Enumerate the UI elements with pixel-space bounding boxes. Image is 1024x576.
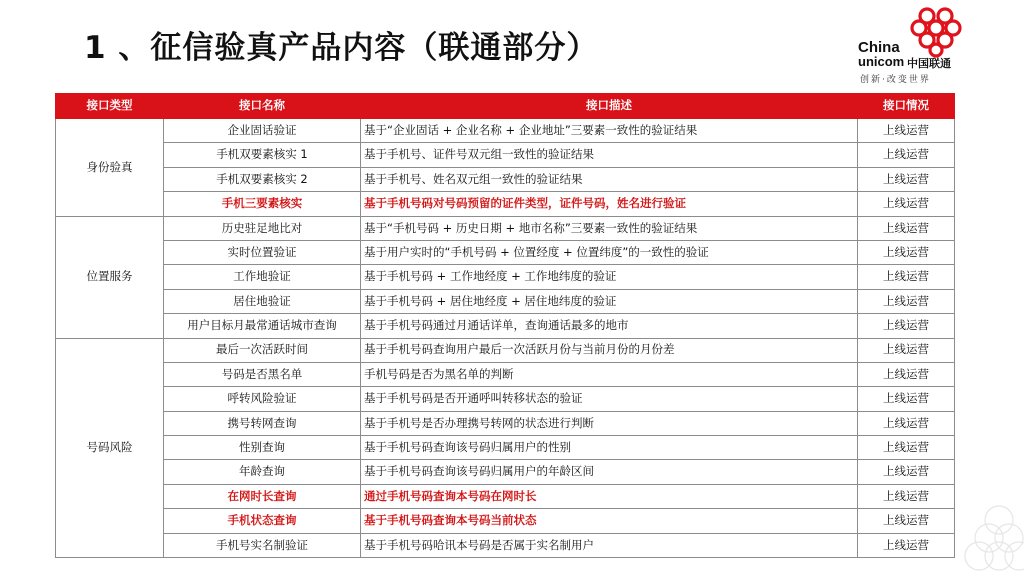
interface-name: 性别查询 [164,436,361,460]
interface-status: 上线运营 [858,240,955,264]
interface-desc: 基于手机号码是否开通呼叫转移状态的验证 [361,387,858,411]
logo-slogan: 创新·改变世界 [860,75,931,85]
table-row [56,338,955,362]
interface-status: 上线运营 [858,387,955,411]
interface-status: 上线运营 [858,119,955,143]
interface-name: 历史驻足地比对 [164,216,361,240]
interface-desc: 基于手机号、姓名双元组一致性的验证结果 [361,167,858,191]
table-row-highlighted [56,192,955,216]
header-interface-name: 接口名称 [164,94,361,119]
interface-status: 上线运营 [858,509,955,533]
interface-name: 手机三要素核实 [164,192,361,216]
table-row [56,533,955,557]
interface-desc: 手机号码是否为黑名单的判断 [361,362,858,386]
table-row [56,265,955,289]
interface-name: 居住地验证 [164,289,361,313]
header-interface-desc: 接口描述 [361,94,858,119]
interface-desc: 基于手机号码哈讯本号码是否属于实名制用户 [361,533,858,557]
interface-name: 实时位置验证 [164,240,361,264]
interface-desc: 基于手机号码 + 居住地经度 + 居住地纬度的验证 [361,289,858,313]
interface-status: 上线运营 [858,289,955,313]
table-row [56,167,955,191]
interface-status: 上线运营 [858,484,955,508]
china-unicom-logo [850,6,968,86]
interface-desc: 基于“手机号码 + 历史日期 + 地市名称”三要素一致性的验证结果 [361,216,858,240]
interface-status: 上线运营 [858,460,955,484]
interface-name: 最后一次活跃时间 [164,338,361,362]
table-row [56,216,955,240]
interface-name: 年龄查询 [164,460,361,484]
interface-desc: 基于手机号是否办理携号转网的状态进行判断 [361,411,858,435]
interface-status: 上线运营 [858,143,955,167]
interface-desc: 基于手机号码通过月通话详单，查询通话最多的地市 [361,314,858,338]
interface-name: 手机双要素核实 1 [164,143,361,167]
interface-name: 号码是否黑名单 [164,362,361,386]
interface-name: 企业固话验证 [164,119,361,143]
group-type-cell: 位置服务 [56,216,164,338]
table-row [56,119,955,143]
table-row [56,314,955,338]
interface-desc: 基于手机号码对号码预留的证件类型，证件号码，姓名进行验证 [361,192,858,216]
table-row [56,387,955,411]
interface-status: 上线运营 [858,216,955,240]
header-interface-type: 接口类型 [56,94,164,119]
interface-status: 上线运营 [858,314,955,338]
table-row [56,289,955,313]
group-type-cell: 身份验真 [56,119,164,217]
interface-name: 在网时长查询 [164,484,361,508]
table-row [56,436,955,460]
interface-desc: 基于手机号、证件号双元组一致性的验证结果 [361,143,858,167]
interface-status: 上线运营 [858,533,955,557]
table-row [56,240,955,264]
interface-desc: 基于手机号码查询用户最后一次活跃月份与当前月份的月份差 [361,338,858,362]
table-row [56,362,955,386]
table-row [56,143,955,167]
interface-name: 手机号实名制验证 [164,533,361,557]
interface-desc: 基于手机号码 + 工作地经度 + 工作地纬度的验证 [361,265,858,289]
interface-status: 上线运营 [858,338,955,362]
interface-name: 手机双要素核实 2 [164,167,361,191]
logo-en-line1: China [858,39,900,56]
interface-name: 手机状态查询 [164,509,361,533]
logo-cn-name: 中国联通 [907,57,951,70]
interface-desc: 基于用户实时的“手机号码 + 位置经度 + 位置纬度”的一致性的验证 [361,240,858,264]
interface-desc: 基于手机号码查询本号码当前状态 [361,509,858,533]
interface-status: 上线运营 [858,436,955,460]
interface-name: 用户目标月最常通话城市查询 [164,314,361,338]
interface-desc: 基于“企业固话 + 企业名称 + 企业地址”三要素一致性的验证结果 [361,119,858,143]
group-type-cell: 号码风险 [56,338,164,558]
table-row [56,460,955,484]
interface-desc: 通过手机号码查询本号码在网时长 [361,484,858,508]
table-row-highlighted [56,509,955,533]
page-title: 1 、征信验真产品内容（联通部分） [84,30,599,66]
corner-decoration-pattern [904,466,1024,576]
interface-name: 呼转风险验证 [164,387,361,411]
interface-name: 工作地验证 [164,265,361,289]
interface-desc: 基于手机号码查询该号码归属用户的性别 [361,436,858,460]
logo-en-line2: unicom [858,54,905,69]
product-table [55,93,955,558]
interface-status: 上线运营 [858,167,955,191]
interface-status: 上线运营 [858,411,955,435]
interface-status: 上线运营 [858,192,955,216]
table-row-highlighted [56,484,955,508]
interface-name: 携号转网查询 [164,411,361,435]
interface-status: 上线运营 [858,265,955,289]
interface-status: 上线运营 [858,362,955,386]
table-header-row [56,94,955,119]
header-interface-status: 接口情况 [858,94,955,119]
unicom-knot-icon [910,6,962,58]
table-row [56,411,955,435]
interface-desc: 基于手机号码查询该号码归属用户的年龄区间 [361,460,858,484]
